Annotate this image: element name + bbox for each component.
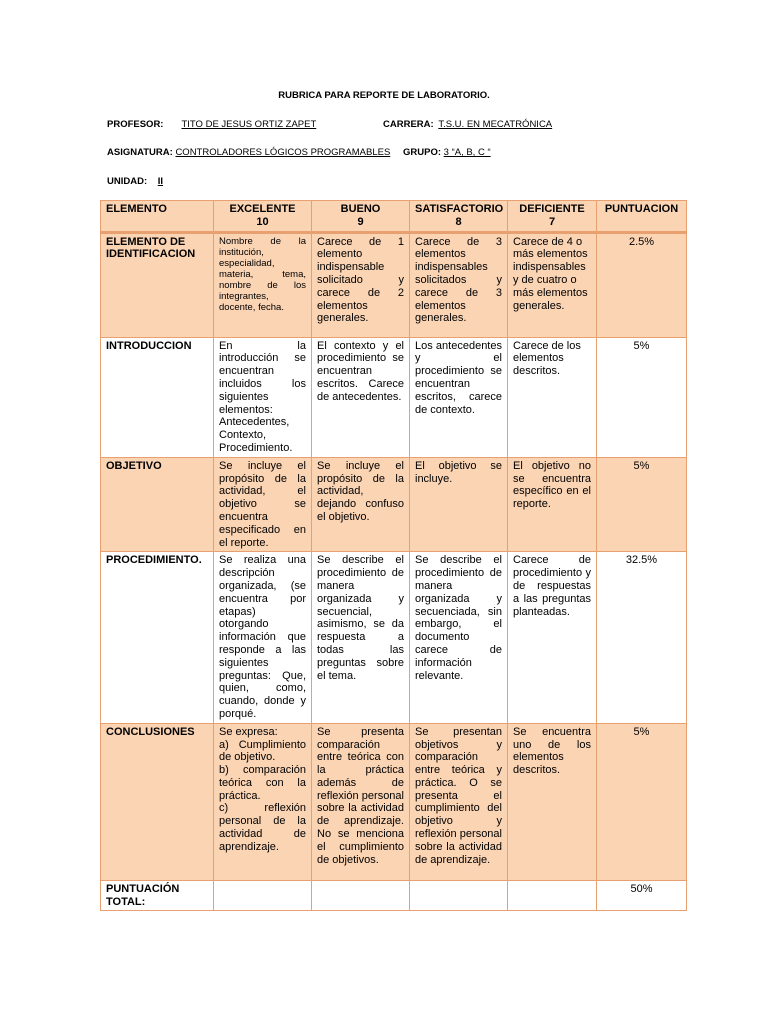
carrera-label: CARRERA: bbox=[383, 119, 434, 130]
cell-excelente: Se expresa: a) Cumplimiento de objetivo. b) comparación teórica con la práctica. c) reflexión personal de la actividad de aprendizaje. bbox=[214, 723, 312, 880]
cell-deficiente bbox=[508, 880, 597, 911]
cell-satisfactorio: El objetivo se incluye. bbox=[410, 457, 508, 552]
grupo-line bbox=[403, 147, 491, 158]
cell-puntuacion: 50% bbox=[597, 880, 687, 911]
cell-satisfactorio: Los antecedentes y el procedimiento se encuentran escritos, carece de contexto. bbox=[410, 337, 508, 457]
grupo-label: GRUPO: bbox=[403, 147, 441, 158]
cell-elemento: PROCEDIMIENTO. bbox=[101, 552, 214, 723]
cell-deficiente: El objetivo no se encuentra específico en el reporte. bbox=[508, 457, 597, 552]
cell-puntuacion: 32.5% bbox=[597, 552, 687, 723]
profesor-label: PROFESOR: bbox=[107, 119, 164, 130]
header-satisfactorio: SATISFACTORIO 8 bbox=[410, 201, 508, 233]
cell-excelente: En la introducción se encuentran incluidos los siguientes elementos: Antecedentes, Contexto, Procedimiento. bbox=[214, 337, 312, 457]
cell-deficiente: Carece de los elementos descritos. bbox=[508, 337, 597, 457]
header-deficiente: DEFICIENTE 7 bbox=[508, 201, 597, 233]
cell-bueno: Se describe el procedimiento de manera organizada y secuencial, asimismo, se da respuesta a todas las preguntas sobre el tema. bbox=[312, 552, 410, 723]
document-title: RUBRICA PARA REPORTE DE LABORATORIO. bbox=[278, 90, 490, 101]
table-row bbox=[101, 552, 687, 723]
cell-deficiente: Carece de 4 o más elementos indispensables y de cuatro o más elementos generales. bbox=[508, 232, 597, 337]
carrera-line bbox=[383, 119, 552, 130]
cell-puntuacion: 5% bbox=[597, 457, 687, 552]
unidad-value: II bbox=[157, 176, 164, 187]
cell-elemento: ELEMENTO DE IDENTIFICACION bbox=[101, 232, 214, 337]
unidad-line bbox=[107, 176, 169, 187]
cell-elemento: PUNTUACIÓN TOTAL: bbox=[101, 880, 214, 911]
cell-satisfactorio: Se describe el procedimiento de manera organizada y secuenciada, sin embargo, el documento carece de información relevante. bbox=[410, 552, 508, 723]
table-row bbox=[101, 232, 687, 337]
cell-deficiente: Se encuentra uno de los elementos descritos. bbox=[508, 723, 597, 880]
cell-satisfactorio: Se presentan objetivos y comparación entre teórica y práctica. O se presenta el cumplimiento del objetivo y reflexión personal sobre la actividad de aprendizaje. bbox=[410, 723, 508, 880]
header-elemento: ELEMENTO bbox=[101, 201, 214, 233]
cell-elemento: CONCLUSIONES bbox=[101, 723, 214, 880]
cell-satisfactorio: Carece de 3 elementos indispensables solicitados y carece de 3 elementos generales. bbox=[410, 232, 508, 337]
cell-satisfactorio bbox=[410, 880, 508, 911]
cell-excelente: Nombre de la institución, especialidad, materia, tema, nombre de los integrantes, docente, fecha. bbox=[214, 232, 312, 337]
cell-excelente bbox=[214, 880, 312, 911]
unidad-label: UNIDAD: bbox=[107, 176, 148, 187]
cell-elemento: INTRODUCCION bbox=[101, 337, 214, 457]
table-row bbox=[101, 723, 687, 880]
grupo-value: 3 “A, B, C “ bbox=[443, 147, 491, 158]
rubric-table bbox=[100, 200, 687, 911]
cell-puntuacion: 5% bbox=[597, 337, 687, 457]
cell-elemento: OBJETIVO bbox=[101, 457, 214, 552]
asignatura-line bbox=[107, 147, 394, 158]
cell-puntuacion: 5% bbox=[597, 723, 687, 880]
carrera-value: T.S.U. EN MECATRÓNICA bbox=[438, 119, 553, 130]
table-row-total bbox=[101, 880, 687, 911]
cell-deficiente: Carece de procedimiento y de respuestas a las preguntas planteadas. bbox=[508, 552, 597, 723]
asignatura-label: ASIGNATURA: bbox=[107, 147, 173, 158]
header-row bbox=[101, 201, 687, 233]
cell-bueno: Se incluye el propósito de la actividad, dejando confuso el objetivo. bbox=[312, 457, 410, 552]
header-puntuacion: PUNTUACION bbox=[597, 201, 687, 233]
cell-bueno: Se presenta comparación entre teórica con la práctica además de reflexión personal sobre la actividad de aprendizaje. No se menciona el cumplimiento de objetivos. bbox=[312, 723, 410, 880]
header-excelente: EXCELENTE 10 bbox=[214, 201, 312, 233]
cell-excelente: Se realiza una descripción organizada, (se encuentra por etapas) otorgando información que responde a las siguientes preguntas: Que, quien, como, cuando, donde y porqué. bbox=[214, 552, 312, 723]
table-row bbox=[101, 337, 687, 457]
profesor-value: TITO DE JESUS ORTIZ ZAPET bbox=[181, 119, 317, 130]
cell-excelente: Se incluye el propósito de la actividad, el objetivo se encuentra especificado en el reporte. bbox=[214, 457, 312, 552]
header-bueno: BUENO 9 bbox=[312, 201, 410, 233]
table-row bbox=[101, 457, 687, 552]
cell-bueno: El contexto y el procedimiento se encuentran escritos. Carece de antecedentes. bbox=[312, 337, 410, 457]
cell-bueno bbox=[312, 880, 410, 911]
cell-bueno: Carece de 1 elemento indispensable solicitado y carece de 2 elementos generales. bbox=[312, 232, 410, 337]
cell-puntuacion: 2.5% bbox=[597, 232, 687, 337]
asignatura-value: CONTROLADORES LÓGICOS PROGRAMABLES bbox=[175, 147, 391, 158]
profesor-line bbox=[107, 119, 328, 130]
